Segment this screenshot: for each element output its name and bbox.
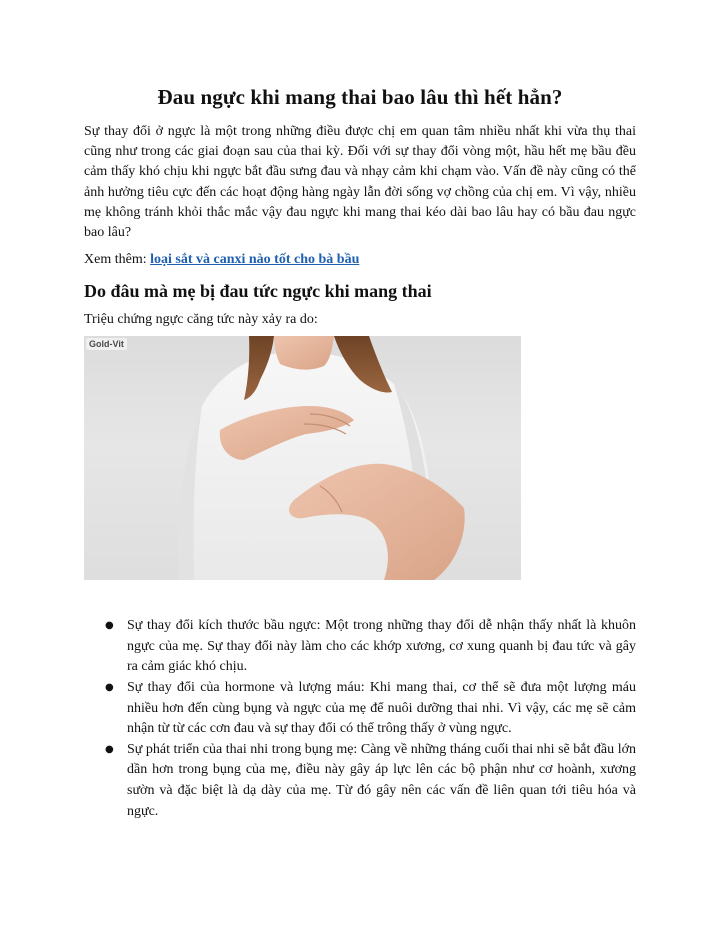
see-also-line — [84, 250, 636, 270]
section-lead: Triệu chứng ngực căng tức này xảy ra do: — [84, 312, 318, 328]
article-title: Đau ngực khi mang thai bao lâu thì hết hẳn? — [157, 85, 563, 109]
bullet-icon: ● — [105, 620, 114, 632]
list-item — [105, 740, 636, 822]
bullet-icon: ● — [105, 743, 114, 755]
list-item — [105, 678, 636, 740]
article — [84, 82, 636, 822]
bullet-icon: ● — [105, 682, 114, 693]
photo-illustration — [84, 336, 521, 580]
list-item-text: Sự phát triển của thai nhi trong bụng mẹ: Càng về những tháng cuối thai nhi sẽ bắt đầu lớn dần hơn trong bụng của mẹ, điều này gây áp lực lên các bộ phận như cơ hoành, xương sườn và đặc biệt là dạ dày của mẹ. Từ đó gây nên các vấn đề liên quan tới tiêu hóa và ngực. — [127, 741, 636, 819]
causes-list — [84, 616, 636, 822]
article-photo — [84, 336, 521, 580]
list-item-text: Sự thay đổi kích thước bầu ngực: Một trong những thay đổi dễ nhận thấy nhất là khuôn ngực của mẹ. Sự thay đổi này làm cho các khớp xương, cơ xung quanh bị đau tức và gây ra cảm giác khó chịu. — [127, 618, 636, 675]
section-heading: Do đâu mà mẹ bị đau tức ngực khi mang thai — [84, 281, 432, 302]
see-also-link[interactable]: loại sắt và canxi nào tốt cho bà bầu — [150, 252, 360, 268]
intro-paragraph: Sự thay đổi ở ngực là một trong những điều được chị em quan tâm nhiều nhất khi vừa thụ thai cũng như trong các giai đoạn sau của thai kỳ. Đối với sự thay đổi vòng một, hầu hết mẹ bầu đều cảm thấy khó chịu khi ngực bắt đầu sưng đau và nhạy cảm khi chạm vào. Vấn đề này cũng có thể ảnh hưởng tiêu cực đến các hoạt động hàng ngày lẫn đời sống vợ chồng của chị em. Vì vậy, nhiều mẹ không tránh khỏi thắc mắc vậy đau ngực khi mang thai kéo dài bao lâu hay có bầu đau ngực bao lâu? — [84, 124, 636, 241]
list-item — [105, 616, 636, 678]
photo-watermark: Gold-Vit — [86, 338, 127, 350]
see-also-prefix: Xem thêm: — [84, 252, 151, 268]
list-item-text: Sự thay đổi của hormone và lượng máu: Khi mang thai, cơ thể sẽ đưa một lượng máu nhiều hơn đến cùng bụng và ngực của mẹ để nuôi dưỡng thai nhi. Vì vậy, các mẹ sẽ cảm nhận từ từ các cơn đau và sự thay đổi có thể trông thấy ở vùng ngực. — [127, 680, 636, 737]
